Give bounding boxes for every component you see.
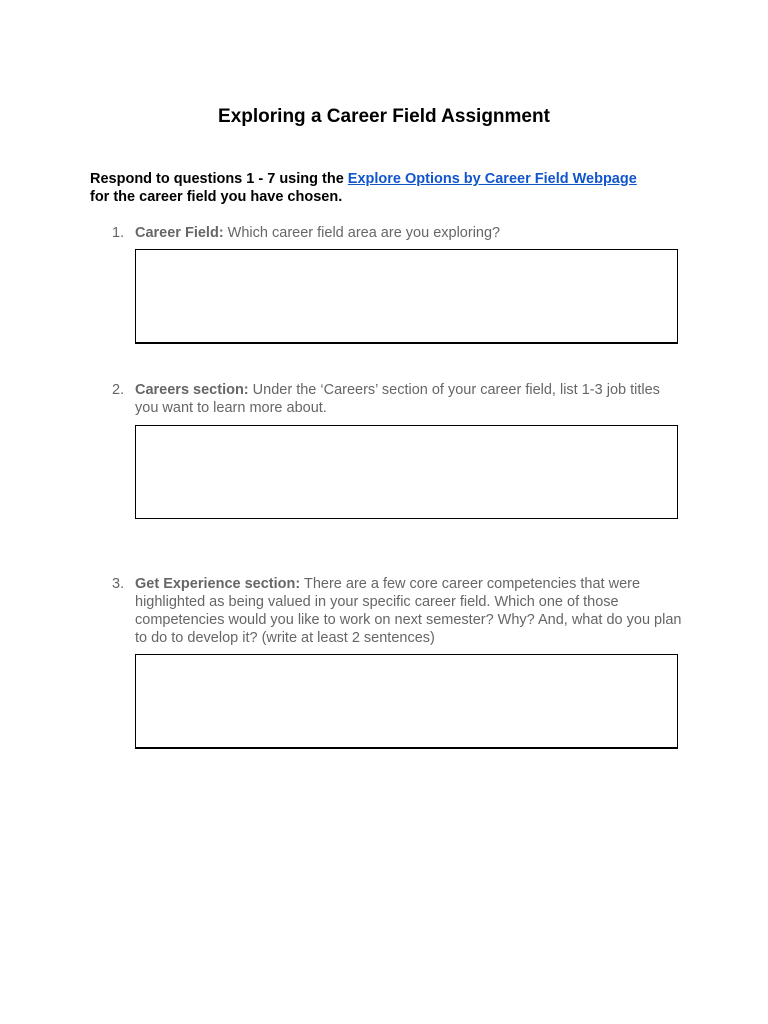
- question-text: [135, 224, 682, 242]
- question-text: [135, 575, 682, 647]
- question-3: [112, 575, 682, 647]
- intro-prefix: Respond to questions 1 - 7 using the: [90, 171, 348, 187]
- answer-box-1[interactable]: [135, 249, 678, 344]
- question-number: 2.: [112, 382, 125, 398]
- question-text: [135, 381, 682, 417]
- question-prompt: Which career field area are you exploring?: [223, 225, 501, 241]
- question-2: [112, 381, 682, 417]
- question-prompt: There are a few core career competencies that were highlighted as being valued in your specific career field. Which one of those competencies would you like to work on next semester? Why? And, what do you plan to do to develop it? (write at least 2 sentences): [135, 576, 682, 646]
- intro-instructions: [90, 170, 690, 206]
- intro-suffix: for the career field you have chosen.: [90, 189, 343, 205]
- answer-box-2[interactable]: [135, 425, 678, 519]
- question-number: 1.: [112, 225, 125, 241]
- question-label: Careers section:: [135, 382, 249, 398]
- question-label: Get Experience section:: [135, 576, 301, 592]
- question-label: Career Field:: [135, 225, 224, 241]
- question-number: 3.: [112, 576, 125, 592]
- career-field-webpage-link[interactable]: Explore Options by Career Field Webpage: [347, 171, 637, 187]
- question-1: [112, 224, 682, 242]
- answer-box-3[interactable]: [135, 654, 678, 749]
- question-prompt: Under the ‘Careers’ section of your career field, list 1-3 job titles you want to learn more about.: [135, 382, 660, 416]
- document-title: Exploring a Career Field Assignment: [218, 106, 550, 127]
